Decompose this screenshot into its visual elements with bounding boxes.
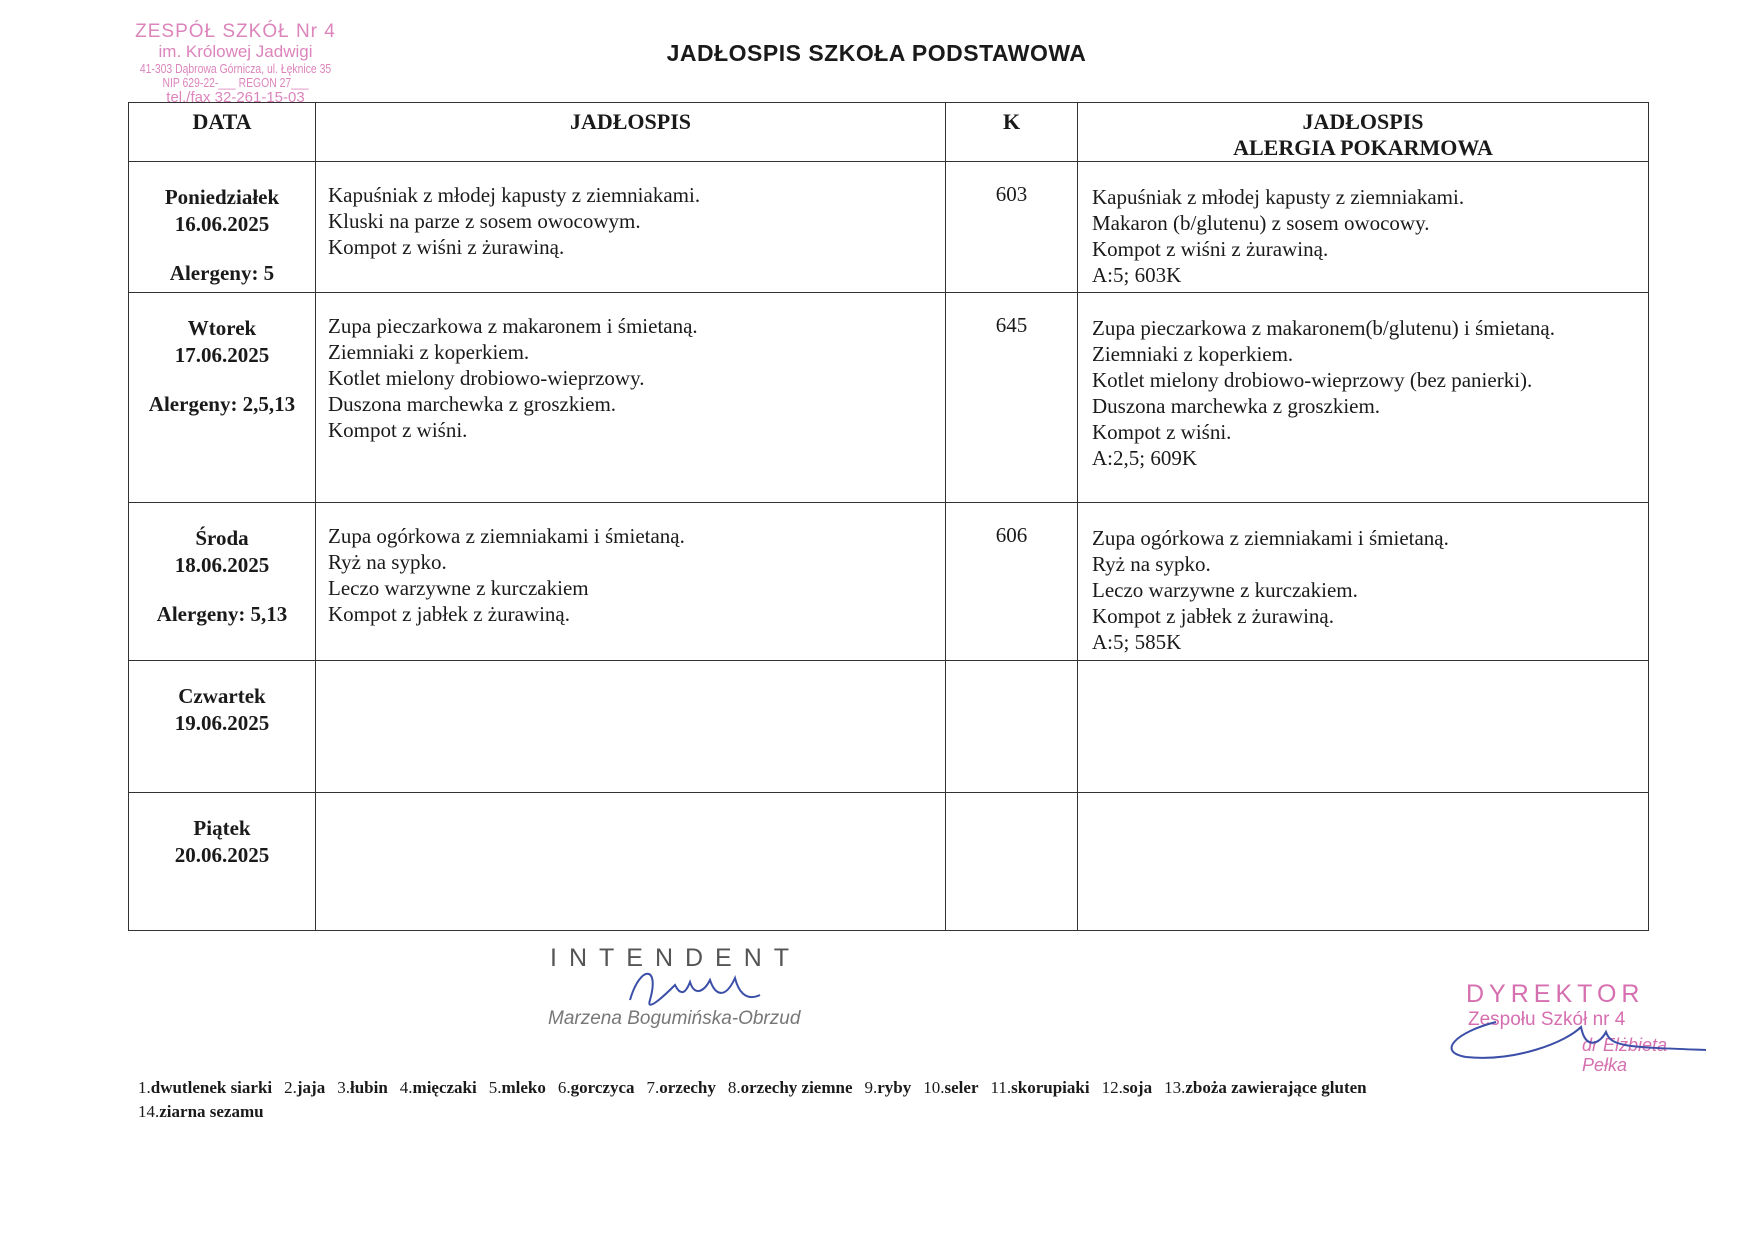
day-cell — [129, 793, 316, 931]
menu-item: Kotlet mielony drobiowo-wieprzowy. — [328, 366, 645, 390]
day-allergens: Alergeny: 5 — [169, 261, 275, 285]
allergen-name: mleko — [501, 1078, 546, 1097]
menu-body — [129, 162, 1649, 931]
allergen-legend-item — [728, 1078, 853, 1097]
allergen-legend-item — [865, 1078, 912, 1097]
allergen-name: ryby — [877, 1078, 912, 1097]
day-cell — [129, 503, 316, 661]
menu-item: Ryż na sypko. — [328, 550, 447, 574]
menu-cell — [316, 293, 946, 503]
allergy-menu-cell — [1078, 503, 1649, 661]
allergen-number: 2. — [284, 1078, 297, 1097]
day-date: 16.06.2025 — [174, 212, 270, 236]
allergen-number: 13. — [1164, 1078, 1186, 1097]
allergen-number: 3. — [337, 1078, 350, 1097]
allergen-legend — [138, 1076, 1658, 1124]
document-title: JADŁOSPIS SZKOŁA PODSTAWOWA — [666, 40, 1087, 66]
header-data: DATA — [129, 103, 316, 162]
header-allergy-line: ALERGIA POKARMOWA — [1233, 135, 1493, 160]
allergen-legend-item — [923, 1078, 978, 1097]
allergy-menu-item: Kotlet mielony drobiowo-wieprzowy (bez panierki). — [1092, 368, 1533, 392]
school-stamp-line: ZESPÓŁ SZKÓŁ Nr 4 — [135, 21, 336, 42]
allergy-menu-item: Kompot z wiśni. — [1092, 420, 1232, 444]
allergen-name: ziarna sezamu — [159, 1102, 264, 1121]
allergen-legend-item — [284, 1078, 325, 1097]
day-date: 19.06.2025 — [174, 711, 270, 735]
intendent-signature — [620, 960, 780, 1020]
allergy-menu-item: Leczo warzywne z kurczakiem. — [1092, 578, 1358, 602]
allergen-name: łubin — [349, 1078, 388, 1097]
day-cell — [129, 162, 316, 293]
school-stamp-line: 41-303 Dąbrowa Górnicza, ul. Łęknice 35 — [139, 60, 332, 76]
intendent-name: Marzena Bogumińska-Obrzud — [548, 1008, 801, 1029]
allergen-legend-item — [489, 1078, 546, 1097]
allergy-menu-item: A:2,5; 609K — [1092, 446, 1197, 470]
table-row — [129, 793, 1649, 931]
allergen-name: zboża zawierające gluten — [1185, 1078, 1367, 1097]
menu-cell — [316, 661, 946, 793]
director-stamp-name: dr Elżbieta Pełka — [1582, 1034, 1668, 1076]
allergen-number: 4. — [399, 1078, 413, 1097]
table-row — [129, 503, 1649, 661]
allergy-menu-item: Kapuśniak z młodej kapusty z ziemniakami. — [1092, 185, 1465, 209]
menu-item: Zupa pieczarkowa z makaronem i śmietaną. — [328, 314, 698, 338]
school-stamp-line: im. Królowej Jadwigi — [158, 41, 313, 61]
day-name: Poniedziałek — [164, 185, 280, 209]
allergen-legend-item — [1102, 1078, 1153, 1097]
allergen-legend-item — [337, 1078, 388, 1097]
header-allergy-menu — [1078, 103, 1649, 162]
allergen-legend-item — [138, 1102, 264, 1121]
allergen-number: 10. — [923, 1078, 945, 1097]
allergen-number: 9. — [864, 1078, 878, 1097]
allergy-menu-item: A:5; 603K — [1092, 263, 1182, 287]
menu-table — [128, 102, 1649, 931]
allergen-name: seler — [944, 1078, 979, 1097]
allergen-name: orzechy — [659, 1078, 716, 1097]
kcal-cell — [946, 793, 1078, 931]
allergen-name: gorczyca — [570, 1078, 635, 1097]
allergen-name: orzechy ziemne — [740, 1078, 853, 1097]
menu-item: Kluski na parze z sosem owocowym. — [328, 209, 641, 233]
allergen-legend-item — [647, 1078, 716, 1097]
allergen-number: 6. — [557, 1078, 571, 1097]
kcal-cell: 603 — [946, 162, 1078, 293]
allergy-menu-cell — [1078, 793, 1649, 931]
menu-item: Duszona marchewka z groszkiem. — [328, 392, 617, 416]
director-signature — [1436, 1012, 1716, 1072]
day-date: 18.06.2025 — [174, 553, 270, 577]
allergen-legend-item — [400, 1078, 477, 1097]
day-allergens: Alergeny: 2,5,13 — [148, 392, 296, 416]
allergy-menu-item: Kompot z jabłek z żurawiną. — [1092, 604, 1334, 628]
allergy-menu-item: Makaron (b/glutenu) z sosem owocowy. — [1092, 211, 1430, 235]
allergen-number: 7. — [646, 1078, 660, 1097]
menu-item: Kompot z wiśni. — [328, 418, 468, 442]
menu-item: Kapuśniak z młodej kapusty z ziemniakami. — [328, 183, 701, 207]
allergy-menu-cell — [1078, 162, 1649, 293]
allergen-name: skorupiaki — [1011, 1078, 1090, 1097]
school-stamp-line: NIP 629-22-___ REGON 27___ — [162, 74, 309, 90]
table-row — [129, 661, 1649, 793]
table-row — [129, 293, 1649, 503]
day-cell — [129, 661, 316, 793]
kcal-cell: 645 — [946, 293, 1078, 503]
allergy-menu-item: A:5; 585K — [1092, 630, 1182, 654]
allergy-menu-item: Ryż na sypko. — [1092, 552, 1211, 576]
menu-item: Ziemniaki z koperkiem. — [328, 340, 530, 364]
allergy-menu-item: Kompot z wiśni z żurawiną. — [1092, 237, 1329, 261]
allergen-number: 5. — [488, 1078, 502, 1097]
header-menu: JADŁOSPIS — [316, 103, 946, 162]
allergy-menu-item: Duszona marchewka z groszkiem. — [1092, 394, 1381, 418]
day-name: Środa — [195, 526, 249, 550]
day-date: 20.06.2025 — [174, 843, 270, 867]
allergen-number: 14. — [138, 1102, 160, 1121]
allergen-number: 8. — [727, 1078, 741, 1097]
allergen-legend-item — [1164, 1078, 1367, 1097]
allergy-menu-item: Zupa pieczarkowa z makaronem(b/glutenu) i śmietaną. — [1092, 316, 1555, 340]
allergy-menu-item: Ziemniaki z koperkiem. — [1092, 342, 1294, 366]
menu-item: Kompot z jabłek z żurawiną. — [328, 602, 570, 626]
allergen-number: 11. — [990, 1078, 1012, 1097]
allergen-name: mięczaki — [412, 1078, 477, 1097]
intendent-title: INTENDENT — [550, 944, 802, 972]
menu-cell — [316, 162, 946, 293]
director-stamp-title: DYREKTOR — [1466, 980, 1645, 1008]
day-name: Piątek — [193, 816, 251, 840]
header-allergy-line: JADŁOSPIS — [1302, 109, 1424, 134]
menu-item: Leczo warzywne z kurczakiem — [328, 576, 589, 600]
menu-cell — [316, 503, 946, 661]
day-date: 17.06.2025 — [174, 343, 270, 367]
allergen-legend-item — [138, 1078, 272, 1097]
menu-item: Kompot z wiśni z żurawiną. — [328, 235, 565, 259]
allergy-menu-item: Zupa ogórkowa z ziemniakami i śmietaną. — [1092, 526, 1449, 550]
allergen-name: soja — [1122, 1078, 1153, 1097]
allergen-name: jaja — [296, 1078, 326, 1097]
header-kcal: K — [946, 103, 1078, 162]
menu-item: Zupa ogórkowa z ziemniakami i śmietaną. — [328, 524, 685, 548]
day-name: Wtorek — [187, 316, 257, 340]
allergy-menu-cell — [1078, 293, 1649, 503]
kcal-cell — [946, 661, 1078, 793]
header-row — [129, 103, 1649, 162]
allergy-menu-cell — [1078, 661, 1649, 793]
table-row — [129, 162, 1649, 293]
director-stamp-subtitle: Zespołu Szkół nr 4 — [1468, 1008, 1626, 1030]
allergen-number: 12. — [1101, 1078, 1123, 1097]
kcal-cell: 606 — [946, 503, 1078, 661]
day-name: Czwartek — [178, 684, 266, 708]
day-allergens: Alergeny: 5,13 — [156, 602, 288, 626]
allergen-name: dwutlenek siarki — [150, 1078, 273, 1097]
day-cell — [129, 293, 316, 503]
allergen-legend-item — [991, 1078, 1090, 1097]
school-stamp-line: tel./fax 32-261-15-03 — [166, 89, 305, 107]
allergen-number: 1. — [138, 1078, 151, 1097]
allergen-legend-item — [558, 1078, 635, 1097]
menu-cell — [316, 793, 946, 931]
